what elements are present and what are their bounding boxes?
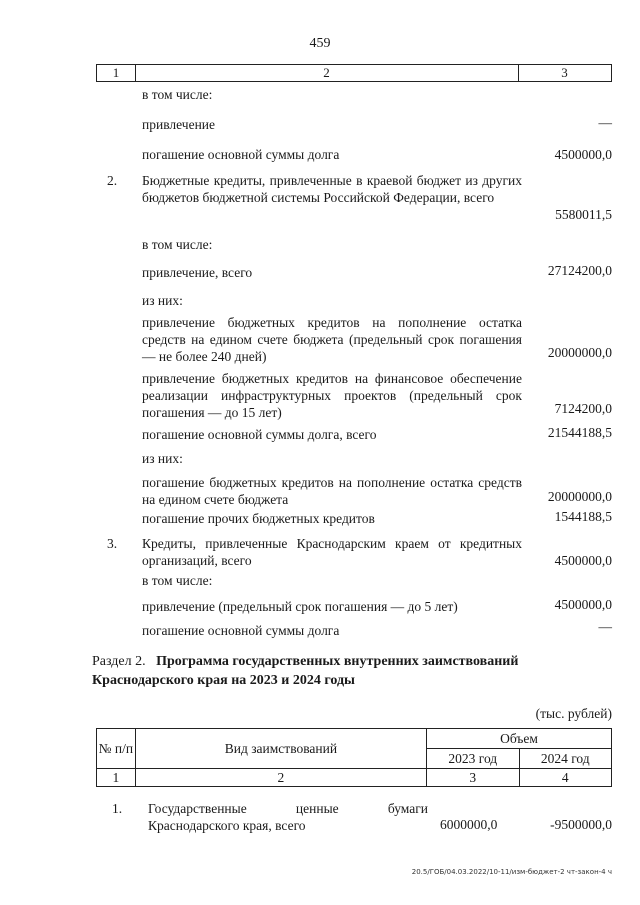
borrowing-table [96, 728, 612, 787]
section-heading [92, 652, 614, 690]
index-col-2: 2 [135, 769, 426, 787]
index-col-1: 1 [97, 769, 136, 787]
footer-code: 20.5/ГОБ/04.03.2022/10-11/изм-бюджет-2 чт-закон-4 ч [411, 868, 612, 876]
page-number: 459 [309, 36, 331, 51]
row-amount: 20000000,0 [547, 489, 612, 504]
row-text: погашение бюджетных кредитов на пополнение остатка средств на едином счете бюджета [142, 475, 522, 507]
row-text: в том числе: [142, 573, 213, 588]
row-amount: 20000000,0 [547, 345, 612, 360]
row-amount: 27124200,0 [547, 263, 612, 278]
row-amount: 1544188,5 [554, 509, 612, 524]
header-col-1: 1 [97, 65, 136, 81]
row-amount: 7124200,0 [554, 401, 612, 416]
row-text: погашение прочих бюджетных кредитов [142, 511, 375, 526]
row-text: привлечение (предельный срок погашения — до 5 лет) [142, 599, 458, 614]
row-number: 2. [107, 173, 118, 188]
row-text: Государственные ценные бумаги Краснодарского края, всего [148, 801, 428, 833]
row-value-2024: -9500000,0 [550, 817, 612, 832]
row-text: в том числе: [142, 87, 213, 102]
header-col-2: 2 [135, 65, 519, 81]
col-number-header: № п/п [97, 729, 136, 769]
table-header-row [96, 64, 612, 82]
row-text: погашение основной суммы долга [142, 147, 340, 162]
row-text: из них: [142, 451, 183, 466]
col-2024-header: 2024 год [519, 749, 611, 769]
col-volume-header: Объем [427, 729, 612, 749]
units-label: (тыс. рублей) [535, 706, 612, 721]
header-col-3: 3 [561, 65, 568, 80]
row-amount: 5580011,5 [555, 207, 612, 222]
col-kind-header: Вид заимствований [135, 729, 426, 769]
row-text: привлечение [142, 117, 216, 132]
row-amount: 4500000,0 [554, 553, 612, 568]
section-title: Программа государственных внутренних заимствований Краснодарского края на 2023 и 2024 годы [92, 654, 519, 688]
col-2023-header: 2023 год [427, 749, 519, 769]
row-text: из них: [142, 293, 183, 308]
row-text: в том числе: [142, 237, 213, 252]
row-number: 3. [107, 536, 118, 551]
row-number: 1. [112, 801, 123, 816]
row-amount: 4500000,0 [554, 147, 612, 162]
row-text: Бюджетные кредиты, привлеченные в краевой бюджет из других бюджетов бюджетной системы Российской Федерации, всего [142, 173, 522, 205]
row-amount: 4500000,0 [554, 597, 612, 612]
index-col-4: 4 [519, 769, 611, 787]
row-text: погашение основной суммы долга [142, 623, 340, 638]
row-value-2023: 6000000,0 [440, 817, 498, 832]
row-amount: — [598, 115, 612, 130]
row-amount: — [598, 619, 612, 634]
row-amount: 21544188,5 [547, 425, 612, 440]
row-text: погашение основной суммы долга, всего [142, 427, 377, 442]
row-text: привлечение бюджетных кредитов на финансовое обеспечение реализации инфраструктурных проектов (предельный срок погашения — до 15 лет) [142, 371, 522, 420]
row-text: привлечение бюджетных кредитов на пополнение остатка средств на едином счете бюджета (предельный срок погашения — не более 240 дней) [142, 315, 522, 364]
row-text: Кредиты, привлеченные Краснодарским краем от кредитных организаций, всего [142, 536, 522, 568]
row-text: привлечение, всего [142, 265, 253, 280]
section-label: Раздел 2. [92, 654, 146, 669]
index-col-3: 3 [427, 769, 519, 787]
